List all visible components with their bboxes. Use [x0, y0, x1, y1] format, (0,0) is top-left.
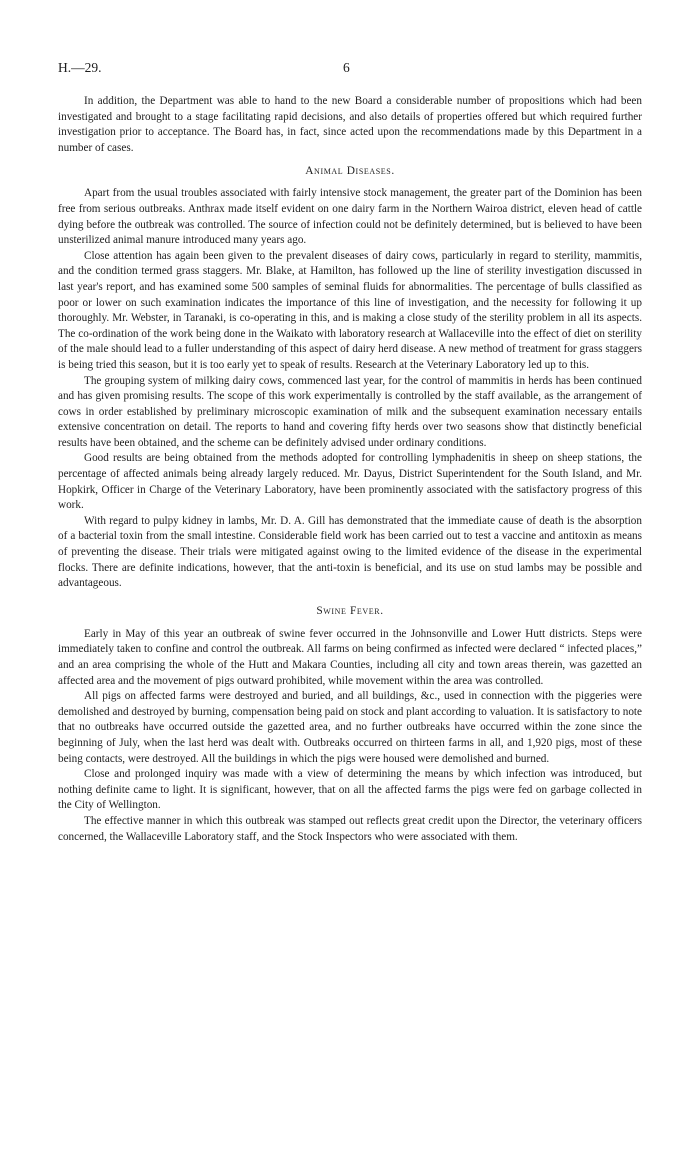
animal-diseases-paragraph-3: The grouping system of milking dairy cows, commenced last year, for the control of mammitis in herds has been continued and has given promising results. The scope of this work experimentally is controlled by the staff available, as the arrangement of cows in order established by preliminary microscopic examination of milk and the subsequent examination necessary entails extensive concentration on detail. The reports to hand and covering fifty herds over two seasons show that distinctly beneficial results have been obtained, and the scheme can be definitely advised under ordinary conditions.	[58, 374, 642, 449]
intro-paragraph: In addition, the Department was able to hand to the new Board a considerable number of propositions which had been investigated and brought to a stage facilitating rapid decisions, and also details of properties offered but which required further investigation prior to acceptance. The Board has, in fact, since acted upon the recommendations made by this Department in a number of cases.	[58, 95, 642, 154]
swine-fever-paragraph-1: Early in May of this year an outbreak of swine fever occurred in the Johnsonville and Lower Hutt districts. Steps were immediately taken to confine and control the outbreak. All farms on being confirmed as infected were declared “ infected places,” and an area comprising the whole of the Hutt and Makara Counties, including all city and town areas therein, was gazetted an affected area and the movement of pigs outward prohibited, while movement within the area was controlled.	[58, 627, 642, 687]
animal-diseases-paragraph-2: Close attention has again been given to the prevalent diseases of dairy cows, particularly in regard to sterility, mammitis, and the condition termed grass staggers. Mr. Blake, at Hamilton, has followed up the line of sterility investigation discussed in last year's report, and has examined some 500 samples of seminal fluids for abnormalities. The percentage of bulls classified as poor or lower on such examination indicates the importance of this line of investigation, and the necessity for following it up thoroughly. Mr. Webster, in Taranaki, is co-operating in this, and is making a close study of the sterility problem in all its aspects. The co-ordination of the work being done in the Waikato with laboratory research at Wallaceville into the effect of diet on sterility of the male should lead to a fuller understanding of this aspect of dairy herd disease. A new method of treatment for grass staggers is being tried this season, but it is too early yet to speak of results. Research at the Veterinary Laboratory led up to this.	[58, 249, 642, 371]
page-header	[58, 60, 642, 82]
animal-diseases-paragraph-4: Good results are being obtained from the methods adopted for controlling lymphadenitis in sheep on sheep stations, the percentage of affected animals being already largely reduced. Mr. Dayus, District Superintendent for the South Island, and Mr. Hopkirk, Officer in Charge of the Veterinary Laboratory, have been prominently associated with the satisfactory progress of this work.	[58, 452, 642, 512]
section-heading-swine-fever: Swine Fever.	[316, 604, 384, 617]
document-reference: H.—29.	[58, 60, 102, 75]
page-number: 6	[343, 60, 350, 75]
swine-fever-paragraph-4: The effective manner in which this outbreak was stamped out reflects great credit upon the Director, the veterinary officers concerned, the Wallaceville Laboratory staff, and the Stock Inspectors who were associated with them.	[58, 814, 642, 843]
animal-diseases-paragraph-1: Apart from the usual troubles associated with fairly intensive stock management, the greater part of the Dominion has been free from serious outbreaks. Anthrax made itself evident on one dairy farm in the Northern Wairoa district, eleven head of cattle dying before the outbreak was controlled. The source of infection could not be definitely determined, but is believed to have been unsterilized animal manure introduced many years ago.	[58, 187, 642, 247]
section-heading-animal-diseases: Animal Diseases.	[305, 165, 395, 178]
swine-fever-paragraph-3: Close and prolonged inquiry was made with a view of determining the means by which infection was introduced, but nothing definite came to light. It is significant, however, that on all the affected farms the pigs were fed on garbage collected in the City of Wellington.	[58, 768, 642, 812]
swine-fever-paragraph-2: All pigs on affected farms were destroyed and buried, and all buildings, &c., used in connection with the piggeries were demolished and destroyed by burning, compensation being paid on stock and plant according to valuation. It is satisfactory to note that no outbreaks have occurred outside the gazetted area, and no further outbreaks have occurred within the zone since the beginning of July, when the last herd was dealt with. Outbreaks occurred on thirteen farms in all, and 1,920 pigs, most of these being contacts, were destroyed. All the buildings in which the pigs were housed were demolished and burned.	[58, 690, 642, 765]
animal-diseases-paragraph-5: With regard to pulpy kidney in lambs, Mr. D. A. Gill has demonstrated that the immediate cause of death is the absorption of a bacterial toxin from the small intestine. Considerable field work has been carried out to test a vaccine and antitoxin as means of preventing the disease. Their trials were mitigated against owing to the limited evidence of the disease in the experimental flocks. There are definite indications, however, that the anti-toxin is beneficial, and its use on stud lambs may be possible and advantageous.	[58, 514, 642, 590]
page-body	[58, 94, 642, 845]
